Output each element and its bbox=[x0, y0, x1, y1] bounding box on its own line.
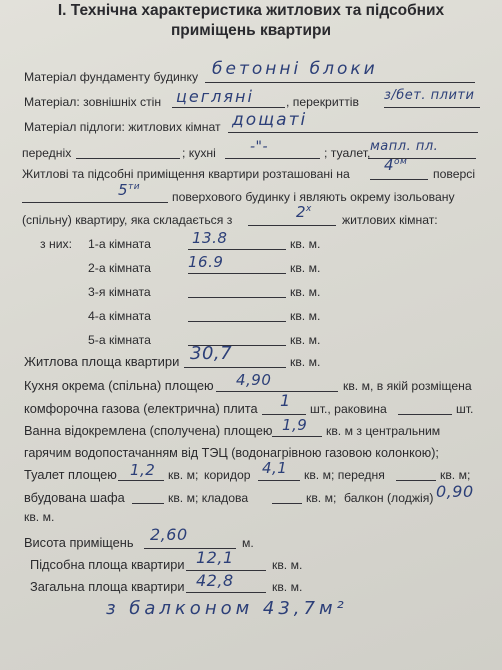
foundation-label: Матеріал фундаменту будинку bbox=[24, 70, 199, 84]
balcony-unit: кв. м. bbox=[24, 510, 55, 524]
floor-kitchen-line bbox=[225, 158, 320, 159]
walls-floors-line bbox=[384, 107, 480, 108]
floor-material-label: Матеріал підлоги: житлових кімнат bbox=[24, 120, 221, 134]
room-line bbox=[188, 297, 286, 298]
room-value: 13.8 bbox=[192, 229, 228, 247]
location-text5: житлових кімнат: bbox=[342, 213, 438, 227]
room-label: 3-я кімната bbox=[88, 285, 151, 299]
living-area-line bbox=[184, 367, 286, 368]
stove-value: 1 bbox=[280, 391, 291, 410]
pantry-line bbox=[272, 503, 302, 504]
floor-toilet-label: ; туалет, bbox=[324, 146, 371, 160]
toilet-unit: кв. м; bbox=[168, 468, 199, 482]
balcony-value: 0,90 bbox=[436, 482, 474, 501]
toilet-label: Туалет площею bbox=[24, 467, 117, 482]
bathroom-text: кв. м з центральним bbox=[326, 424, 441, 438]
sink-line bbox=[398, 414, 452, 415]
location-rooms-value bbox=[296, 199, 312, 222]
foundation-line bbox=[205, 82, 475, 83]
total-area-unit: кв. м. bbox=[272, 580, 303, 594]
room-unit: кв. м. bbox=[290, 261, 321, 275]
toilet-line bbox=[118, 480, 164, 481]
kitchen-label: Кухня окрема (спільна) площею bbox=[24, 378, 214, 393]
hall-line bbox=[396, 480, 436, 481]
pantry-unit: кв. м; bbox=[306, 491, 337, 505]
room-label: 5-а кімната bbox=[88, 333, 151, 347]
document-title-line1: І. Технічна характеристика житлових та підсобних bbox=[57, 2, 445, 19]
kitchen-unit: кв. м, в якій розміщена bbox=[343, 379, 472, 393]
location-storeys-line bbox=[22, 202, 168, 203]
floor-kitchen-value: -"- bbox=[250, 139, 269, 155]
height-unit: м. bbox=[242, 536, 254, 550]
location-text1: Житлові та підсобні приміщення квартири розташовані на bbox=[22, 167, 350, 181]
walls-floors-label: , перекриттів bbox=[286, 95, 359, 109]
kitchen-line bbox=[216, 391, 338, 392]
location-text2: поверсі bbox=[433, 167, 476, 181]
room-line bbox=[188, 249, 286, 250]
bathroom-line bbox=[272, 436, 322, 437]
document-title-line2: приміщень квартири bbox=[170, 22, 332, 39]
walls-line bbox=[172, 107, 285, 108]
aux-area-label: Підсобна площа квартири bbox=[30, 557, 185, 572]
kitchen-value: 4,90 bbox=[236, 371, 272, 389]
total-area-value: 42,8 bbox=[196, 571, 234, 590]
closet-line bbox=[132, 503, 164, 504]
handwritten-note: з балконом 43,7м² bbox=[106, 598, 348, 619]
corridor-unit: кв. м; передня bbox=[304, 468, 385, 482]
closet-label: вбудована шафа bbox=[24, 490, 125, 505]
room-unit: кв. м. bbox=[290, 333, 321, 347]
location-storeys-value bbox=[118, 177, 140, 200]
location-rooms-sup: х bbox=[306, 204, 312, 214]
corridor-value: 4,1 bbox=[262, 459, 288, 477]
location-floor-line bbox=[370, 179, 428, 180]
floor-hall-label: передніх bbox=[22, 146, 72, 160]
floor-kitchen-label: ; кухні bbox=[182, 146, 216, 160]
stove-unit: шт., раковина bbox=[310, 402, 387, 416]
room-unit: кв. м. bbox=[290, 309, 321, 323]
bathroom-text2: гарячим водопостачанням від ТЭЦ (водонагрівною газовою колонкою); bbox=[24, 446, 439, 460]
height-label: Висота приміщень bbox=[24, 535, 134, 550]
room-label: 2-а кімната bbox=[88, 261, 151, 275]
location-rooms-number: 2 bbox=[296, 203, 307, 221]
closet-unit: кв. м; кладова bbox=[168, 491, 249, 505]
height-value: 2,60 bbox=[150, 525, 188, 544]
living-area-unit: кв. м. bbox=[290, 355, 321, 369]
floor-hall-line bbox=[76, 158, 180, 159]
living-area-label: Житлова площа квартири bbox=[24, 354, 180, 369]
location-storeys-sup: ти bbox=[128, 182, 141, 192]
total-area-line bbox=[186, 592, 266, 593]
living-area-value: 30,7 bbox=[190, 343, 233, 364]
aux-area-value: 12,1 bbox=[196, 548, 234, 567]
foundation-value: бетонні блоки bbox=[212, 59, 378, 79]
corridor-label: коридор bbox=[204, 468, 251, 482]
location-rooms-line bbox=[248, 225, 336, 226]
room-label: 1-а кімната bbox=[88, 237, 151, 251]
sink-unit: шт. bbox=[456, 402, 474, 416]
walls-label: Матеріал: зовнішніх стін bbox=[24, 95, 162, 109]
floor-material-value: дощаті bbox=[232, 110, 308, 130]
toilet-value: 1,2 bbox=[130, 461, 156, 479]
bathroom-value: 1,9 bbox=[282, 416, 308, 434]
location-floor-sup: ом bbox=[394, 157, 408, 167]
room-line bbox=[188, 321, 286, 322]
room-line bbox=[188, 273, 286, 274]
corridor-line bbox=[258, 480, 300, 481]
floor-toilet-value: мапл. пл. bbox=[370, 139, 439, 154]
floor-material-line bbox=[228, 132, 478, 133]
location-text4: (спільну) квартиру, яка складається з bbox=[22, 213, 233, 227]
rooms-prefix: з них: bbox=[40, 237, 72, 251]
room-unit: кв. м. bbox=[290, 237, 321, 251]
hall-unit: кв. м; bbox=[440, 468, 471, 482]
walls-value: цегляні bbox=[176, 87, 254, 106]
balcony-label: балкон (лоджія) bbox=[344, 491, 434, 505]
room-value: 16.9 bbox=[188, 253, 224, 271]
total-area-label: Загальна площа квартири bbox=[30, 579, 185, 594]
bathroom-label: Ванна відокремлена (сполучена) площею bbox=[24, 423, 273, 438]
aux-area-unit: кв. м. bbox=[272, 558, 303, 572]
location-storeys-number: 5 bbox=[118, 181, 129, 199]
room-label: 4-а кімната bbox=[88, 309, 151, 323]
stove-label: комфорочна газова (електрична) плита bbox=[24, 401, 258, 416]
location-text3: поверхового будинку і являють окрему ізольовану bbox=[172, 190, 455, 204]
location-floor-value bbox=[384, 152, 407, 175]
walls-floors-value: з/бет. плити bbox=[384, 88, 475, 103]
location-floor-number: 4 bbox=[384, 156, 395, 174]
room-unit: кв. м. bbox=[290, 285, 321, 299]
